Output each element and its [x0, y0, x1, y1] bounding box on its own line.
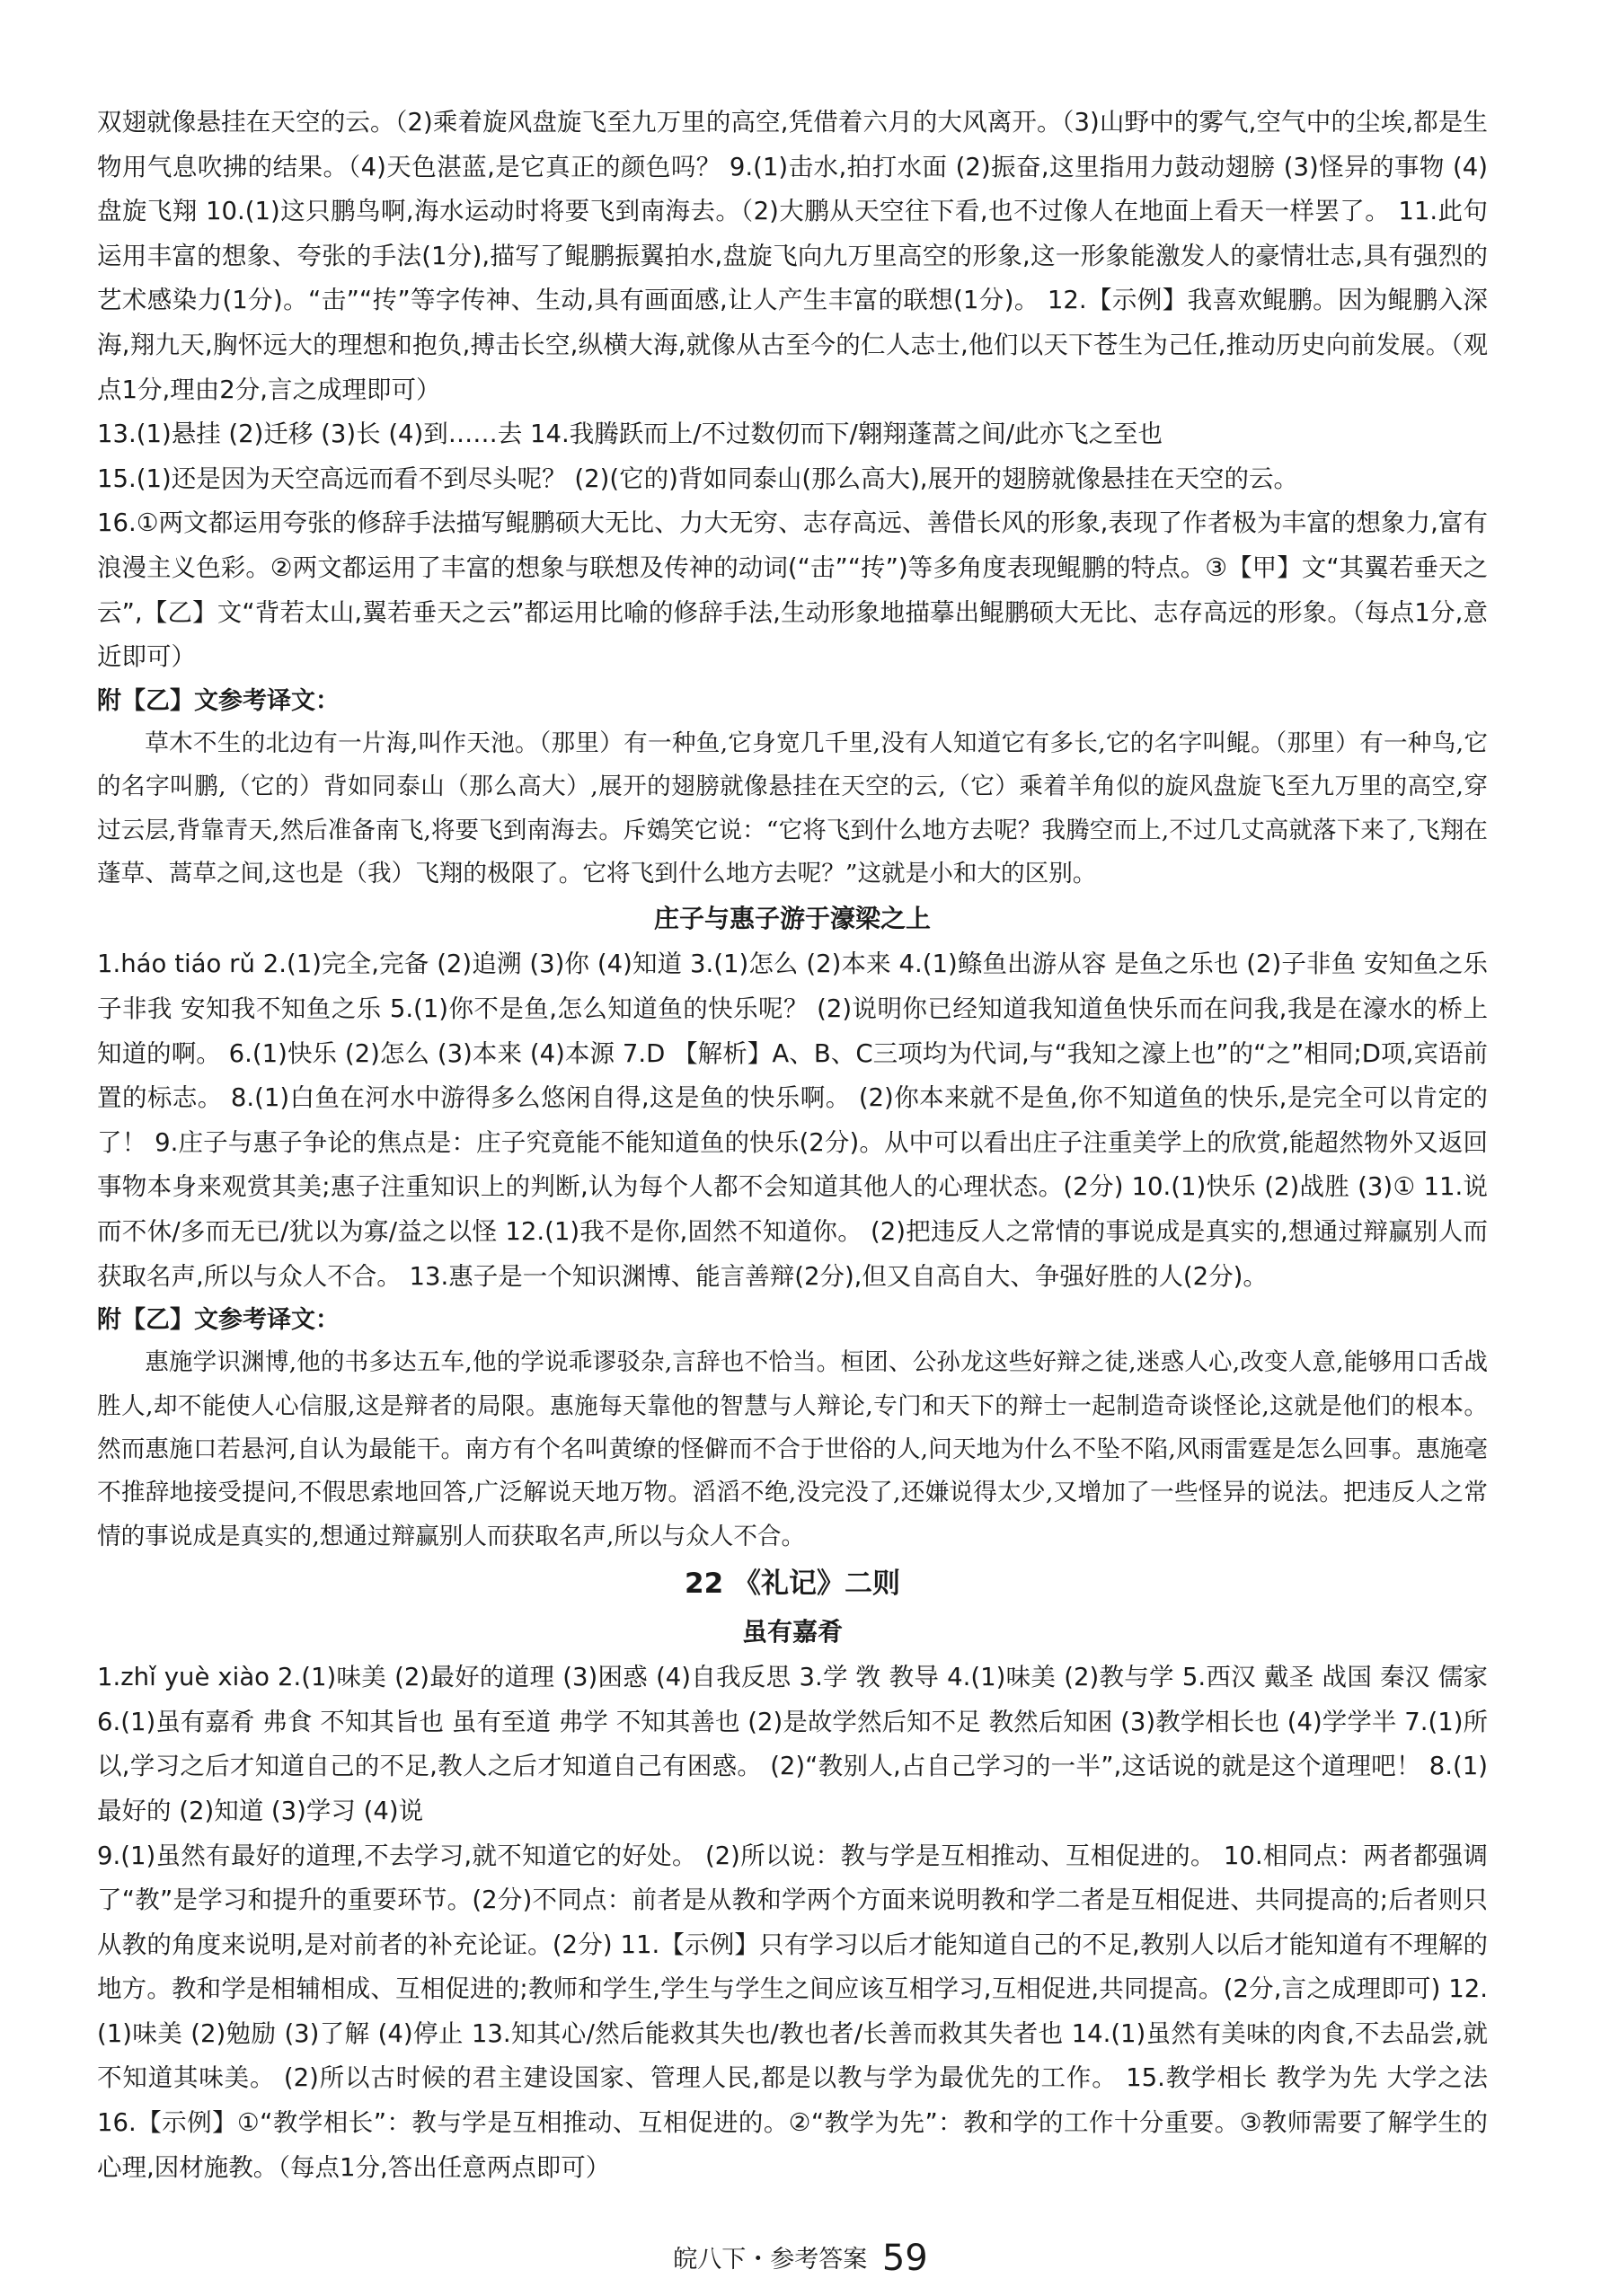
page-number: 59 — [881, 2238, 928, 2279]
answer-paragraph: 双翅就像悬挂在天空的云。（2)乘着旋风盘旋飞至九万里的高空,凭借着六月的大风离开。（3)山野中的雾气,空气中的尘埃,都是生物用气息吹拂的结果。（4)天色湛蓝,是它真正的颜色吗？ 9.(1)击水,拍打水面 (2)振奋,这里指用力鼓动翅膀 (3)怪异的事物 (4)盘旋飞翔 10.(1)这只鹏鸟啊,海水运动时将要飞到南海去。（2)大鹏从天空往下看,也不过像人在地面上看天一样罢了。 11.此句运用丰富的想象、夸张的手法(1分),描写了鲲鹏振翼拍水,盘旋飞向九万里高空的形象,这一形象能激发人的豪情壮志,具有强烈的艺术感染力(1分)。“击”“抟”等字传神、生动,具有画面感,让人产生丰富的联想(1分)。 12.【示例】我喜欢鲲鹏。因为鲲鹏入深海,翔九天,胸怀远大的理想和抱负,搏击长空,纵横大海,就像从古至今的仁人志士,他们以天下苍生为己任,推动历史向前发展。（观点1分,理由2分,言之成理即可） — [97, 108, 1488, 404]
answer-page — [97, 101, 1488, 2190]
translation-text: 惠施学识渊博,他的书多达五车,他的学说乖谬驳杂,言辞也不恰当。桓团、公孙龙这些好辩之徒,迷惑人心,改变人意,能够用口舌战胜人,却不能使人心信服,这是辩者的局限。惠施每天靠他的智慧与人辩论,专门和天下的辩士一起制造奇谈怪论,这就是他们的根本。然而惠施口若悬河,自认为最能干。南方有个名叫黄缭的怪僻而不合于世俗的人,问天地为什么不坠不陷,风雨雷霆是怎么回事。惠施毫不推辞地接受提问,不假思索地回答,广泛解说天地万物。滔滔不绝,没完没了,还嫌说得太少,又增加了一些怪异的说法。把违反人之常情的事说成是真实的,想通过辩赢别人而获取名声,所以与众人不合。 — [97, 1348, 1488, 1550]
answer-paragraph: 13.(1)悬挂 (2)迁移 (3)长 (4)到……去 14.我腾跃而上/不过数仞而下/翱翔蓬蒿之间/此亦飞之至也 — [97, 419, 1163, 449]
appendix-label: 附【乙】文参考译文： — [97, 1306, 340, 1335]
translation-text: 草木不生的北边有一片海,叫作天池。（那里）有一种鱼,它身宽几千里,没有人知道它有多长,它的名字叫鲲。（那里）有一种鸟,它的名字叫鹏,（它的）背如同泰山（那么高大）,展开的翅膀就像悬挂在天空的云,（它）乘着羊角似的旋风盘旋飞至九万里的高空,穿过云层,背靠青天,然后准备南飞,将要飞到南海去。斥鴳笑它说：“它将飞到什么地方去呢？我腾空而上,不过几丈高就落下来了,飞翔在蓬草、蒿草之间,这也是（我）飞翔的极限了。它将飞到什么地方去呢？”这就是小和大的区别。 — [97, 729, 1488, 887]
answer-paragraph: 9.(1)虽然有最好的道理,不去学习,就不知道它的好处。 (2)所以说：教与学是互相推动、互相促进的。 10.相同点：两者都强调了“教”是学习和提升的重要环节。(2分)不同点：前者是从教和学两个方面来说明教和学二者是互相促进、共同提高的;后者则只从教的角度来说明,是对前者的补充论证。(2分) 11.【示例】只有学习以后才能知道自己的不足,教别人以后才能知道有不理解的地方。教和学是相辅相成、互相促进的;教师和学生,学生与学生之间应该互相学习,互相促进,共同提高。(2分,言之成理即可) 12.(1)味美 (2)勉励 (3)了解 (4)停止 13.知其心/然后能救其失也/教也者/长善而救其失者也 14.(1)虽然有美味的肉食,不去品尝,就不知道其味美。 (2)所以古时候的君主建设国家、管理人民,都是以教与学为最优先的工作。 15.教学相长 教学为先 大学之法 16.【示例】①“教学相长”：教与学是互相推动、互相促进的。②“教学为先”：教和学的工作十分重要。③教师需要了解学生的心理,因材施教。（每点1分,答出任意两点即可） — [97, 1841, 1488, 2182]
answer-paragraph: 16.①两文都运用夸张的修辞手法描写鲲鹏硕大无比、力大无穷、志存高远、善借长风的形象,表现了作者极为丰富的想象力,富有浪漫主义色彩。②两文都运用了丰富的想象与联想及传神的动词(“击”“抟”)等多角度表现鲲鹏的特点。③【甲】文“其翼若垂天之云”,【乙】文“背若太山,翼若垂天之云”都运用比喻的修辞手法,生动形象地描摹出鲲鹏硕大无比、志存高远的形象。（每点1分,意近即可） — [97, 508, 1488, 672]
section-title: 虽有嘉肴 — [741, 1617, 843, 1647]
answer-paragraph: 15.(1)还是因为天空高远而看不到尽头呢？ (2)(它的)背如同泰山(那么高大),展开的翅膀就像悬挂在天空的云。 — [97, 464, 1299, 493]
footer-label: 皖八下・参考答案 — [673, 2246, 868, 2274]
answer-paragraph: 1.zhǐ yuè xiào 2.(1)味美 (2)最好的道理 (3)困惑 (4)自我反思 3.学 敩 教导 4.(1)味美 (2)教与学 5.西汉 戴圣 战国 秦汉 儒家 6.(1)虽有嘉肴 弗食 不知其旨也 虽有至道 弗学 不知其善也 (2)是故学然后知不足 教然后知困 (3)教学相长也 (4)学学半 7.(1)所以,学习之后才知道自己的不足,教人之后才知道自己有困惑。 (2)“教别人,占自己学习的一半”,这话说的就是这个道理吧！ 8.(1)最好的 (2)知道 (3)学习 (4)说 — [97, 1663, 1488, 1825]
section-title: 庄子与惠子游于濠梁之上 — [653, 904, 931, 934]
answer-paragraph: 1.háo tiáo rǔ 2.(1)完全,完备 (2)追溯 (3)你 (4)知道 3.(1)怎么 (2)本来 4.(1)鲦鱼出游从容 是鱼之乐也 (2)子非鱼 安知鱼之乐 子非我 安知我不知鱼之乐 5.(1)你不是鱼,怎么知道鱼的快乐呢？ (2)说明你已经知道我知道鱼快乐而在问我,我是在濠水的桥上知道的啊。 6.(1)快乐 (2)怎么 (3)本来 (4)本源 7.D 【解析】A、B、C三项均为代词,与“我知之濠上也”的“之”相同;D项,宾语前置的标志。 8.(1)白鱼在河水中游得多么悠闲自得,这是鱼的快乐啊。 (2)你本来就不是鱼,你不知道鱼的快乐,是完全可以肯定的了！ 9.庄子与惠子争论的焦点是：庄子究竟能不能知道鱼的快乐(2分)。从中可以看出庄子注重美学上的欣赏,能超然物外又返回事物本身来观赏其美;惠子注重知识上的判断,认为每个人都不会知道其他人的心理状态。(2分) 10.(1)快乐 (2)战胜 (3)① 11.说而不休/多而无已/犹以为寡/益之以怪 12.(1)我不是你,固然不知道你。 (2)把违反人之常情的事说成是真实的,想通过辩赢别人而获取名声,所以与众人不合。 13.惠子是一个知识渊博、能言善辩(2分),但又自高自大、争强好胜的人(2分)。 — [97, 949, 1488, 1291]
appendix-label: 附【乙】文参考译文： — [97, 686, 340, 715]
page-footer — [0, 2240, 1601, 2278]
lesson-title: 22 《礼记》二则 — [685, 1567, 900, 1601]
